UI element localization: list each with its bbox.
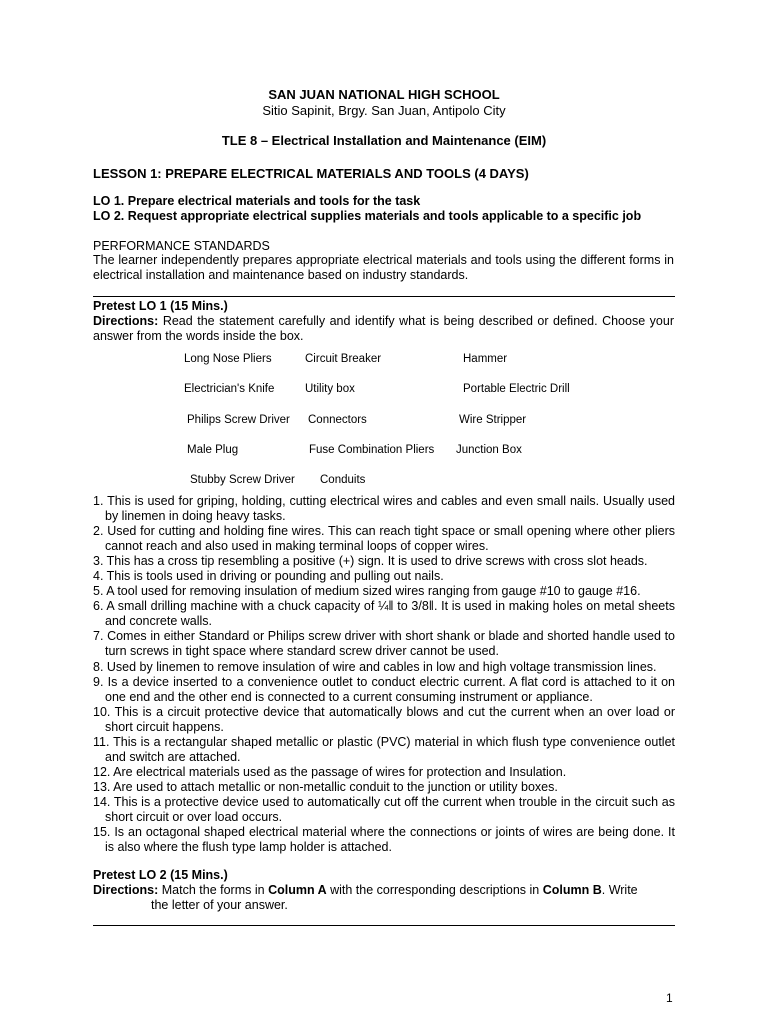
choice-word: Conduits	[320, 474, 366, 486]
school-address: Sitio Sapinit, Brgy. San Juan, Antipolo City	[262, 103, 506, 118]
question-item: 5. A tool used for removing insulation of medium sized wires ranging from gauge #10 to gauge #16.	[93, 584, 641, 598]
choice-word: Hammer	[463, 353, 508, 365]
question-item: 2. Used for cutting and holding fine wires. This can reach tight space or small opening where other pliers cannot reach and also used in making terminal loops of copper wires.	[93, 524, 675, 553]
learning-objective-2: LO 2. Request appropriate electrical supplies materials and tools applicable to a specific job	[93, 209, 642, 223]
question-item: 8. Used by linemen to remove insulation of wire and cables in low and high voltage transmission lines.	[93, 660, 657, 674]
column-b-label: Column B	[542, 883, 602, 897]
choice-word: Male Plug	[187, 444, 239, 456]
question-item: 1. This is used for griping, holding, cutting electrical wires and cables and even small nails. Usually used by linemen in doing heavy tasks.	[93, 494, 675, 523]
pretest1-title: Pretest LO 1 (15 Mins.)	[93, 299, 228, 313]
subject-title: TLE 8 – Electrical Installation and Maintenance (EIM)	[221, 133, 547, 148]
choice-word: Fuse Combination Pliers	[309, 444, 435, 456]
directions-text: . Write	[601, 883, 638, 897]
choice-word: Circuit Breaker	[305, 353, 382, 365]
question-item: 15. Is an octagonal shaped electrical material where the connections or joints of wires are being done. It is also where the flush type lamp holder is attached.	[93, 825, 675, 854]
directions-label: Directions:	[93, 883, 159, 897]
question-item: 14. This is a protective device used to automatically cut off the current when trouble in the circuit such as short circuit or over load occurs.	[93, 795, 675, 824]
directions-label: Directions:	[93, 314, 159, 328]
lesson-title: LESSON 1: PREPARE ELECTRICAL MATERIALS AND TOOLS (4 DAYS)	[93, 166, 529, 181]
question-item: 13. Are used to attach metallic or non-metallic conduit to the junction or utility boxes.	[93, 780, 558, 794]
choice-word: Wire Stripper	[459, 414, 527, 426]
divider-bottom	[93, 925, 675, 926]
question-item: 7. Comes in either Standard or Philips screw driver with short shank or blade and shorted handle used to turn screws in tight space where standard screw driver cannot be used.	[93, 629, 675, 658]
pretest2-title: Pretest LO 2 (15 Mins.)	[93, 868, 228, 882]
choice-word: Long Nose Pliers	[184, 353, 272, 365]
question-item: 6. A small drilling machine with a chuck capacity of ¼‖ to 3/8‖. It is used in making holes on metal sheets and concrete walls.	[93, 599, 675, 628]
question-item: 10. This is a circuit protective device that automatically blows and cut the current when an over load or short circuit happens.	[93, 705, 675, 734]
choice-word: Junction Box	[456, 444, 522, 456]
choice-word: Electrician's Knife	[184, 383, 275, 395]
directions-text: with the corresponding descriptions in	[326, 883, 543, 897]
choice-word: Connectors	[308, 414, 367, 426]
question-item: 4. This is tools used in driving or pounding and pulling out nails.	[93, 569, 444, 583]
directions-text: Read the statement carefully and identify what is being described or defined. Choose your answer from the words inside the box.	[93, 314, 674, 343]
pretest2-directions	[93, 883, 674, 913]
directions-text-line2: the letter of your answer.	[151, 898, 288, 912]
question-item: 9. Is a device inserted to a convenience outlet to conduct electric current. A flat cord is attached to it on one end and the other end is connected to a current consuming instrument or appliance.	[93, 675, 675, 704]
question-item: 11. This is a rectangular shaped metallic or plastic (PVC) material in which flush type convenience outlet and switch are attached.	[93, 735, 675, 764]
directions-text: Match the forms in	[158, 883, 269, 897]
performance-text: The learner independently prepares appropriate electrical materials and tools using the different forms in electrical installation and maintenance based on industry standards.	[93, 253, 674, 282]
column-a-label: Column A	[268, 883, 327, 897]
question-item: 12. Are electrical materials used as the passage of wires for protection and Insulation.	[93, 765, 567, 779]
learning-objective-1: LO 1. Prepare electrical materials and tools for the task	[93, 194, 421, 208]
question-item: 3. This has a cross tip resembling a positive (+) sign. It is used to drive screws with cross slot heads.	[93, 554, 648, 568]
page-number: 1	[666, 991, 673, 1005]
choice-word: Utility box	[305, 383, 355, 395]
choice-word: Stubby Screw Driver	[190, 474, 295, 486]
choice-word: Portable Electric Drill	[463, 383, 570, 395]
divider-top	[93, 296, 675, 297]
school-name: SAN JUAN NATIONAL HIGH SCHOOL	[268, 87, 500, 102]
performance-heading: PERFORMANCE STANDARDS	[93, 239, 270, 253]
pretest1-directions	[93, 314, 674, 344]
choice-word: Philips Screw Driver	[187, 414, 290, 426]
